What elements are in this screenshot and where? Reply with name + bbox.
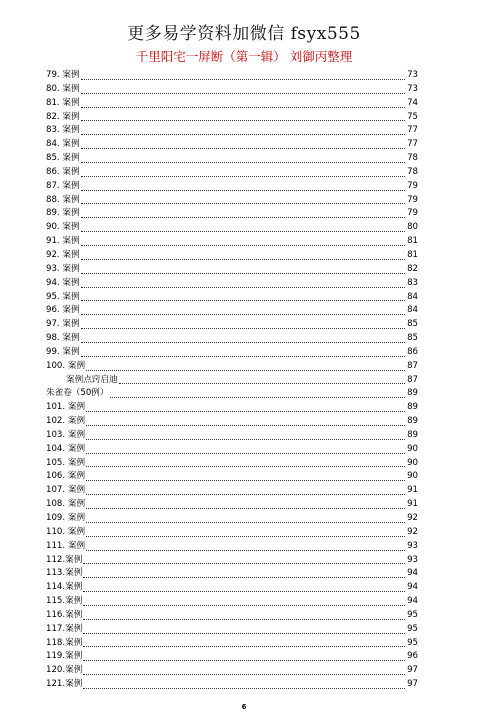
toc-dot-leader — [81, 342, 405, 343]
toc-entry-page: 92 — [407, 513, 418, 523]
toc-entry-label: 104. 案例 — [46, 443, 86, 454]
toc-entry-page: 83 — [407, 277, 418, 288]
toc-entry[interactable] — [46, 291, 418, 305]
toc-entry[interactable] — [46, 415, 418, 429]
toc-entry-page: 90 — [407, 443, 418, 454]
toc-entry[interactable] — [46, 360, 418, 374]
toc-dot-leader — [81, 300, 405, 301]
toc-entry-page: 86 — [407, 346, 418, 357]
toc-dot-leader — [86, 425, 405, 426]
toc-entry[interactable] — [46, 512, 418, 526]
toc-entry-label: 100. 案例 — [46, 360, 86, 371]
toc-entry-page: 77 — [407, 125, 418, 136]
toc-entry-page: 81 — [407, 236, 418, 247]
toc-entry-page: 73 — [407, 83, 418, 94]
toc-entry[interactable] — [46, 111, 418, 125]
toc-entry-label: 120.案例 — [46, 665, 83, 676]
toc-entry[interactable] — [46, 304, 418, 318]
toc-entry-page: 97 — [407, 679, 418, 690]
toc-entry-page: 95 — [407, 637, 418, 648]
toc-entry-label: 106. 案例 — [46, 471, 86, 482]
toc-entry-label: 86. 案例 — [46, 166, 80, 177]
page-number: 6 — [241, 703, 247, 711]
toc-entry-label: 82. 案例 — [46, 111, 80, 122]
toc-entry-page: 96 — [407, 651, 418, 662]
toc-entry-label: 81. 案例 — [46, 97, 80, 108]
toc-entry[interactable] — [46, 664, 418, 678]
toc-entry-label: 98. 案例 — [46, 333, 80, 344]
toc-entry[interactable] — [46, 235, 418, 249]
toc-entry[interactable] — [46, 263, 418, 277]
toc-entry-label: 90. 案例 — [46, 222, 80, 233]
toc-entry-page: 89 — [407, 388, 418, 399]
toc-dot-leader — [86, 453, 405, 454]
toc-dot-leader — [83, 619, 405, 620]
toc-dot-leader — [86, 411, 405, 412]
toc-entry-page: 93 — [407, 554, 418, 565]
toc-dot-leader — [81, 162, 405, 163]
toc-entry-page: 93 — [407, 540, 418, 551]
toc-entry-page: 95 — [407, 623, 418, 634]
toc-entry[interactable] — [46, 83, 418, 97]
toc-dot-leader — [81, 134, 405, 135]
toc-entry[interactable] — [46, 124, 418, 138]
toc-dot-leader — [119, 383, 405, 384]
toc-entry-page: 94 — [407, 568, 418, 579]
toc-entry-page: 89 — [407, 429, 418, 440]
toc-dot-leader — [86, 480, 405, 481]
toc-entry-label: 87. 案例 — [46, 180, 80, 191]
toc-dot-leader — [81, 120, 405, 121]
toc-entry-page: 77 — [407, 139, 418, 150]
toc-entry[interactable] — [46, 207, 418, 221]
toc-entry-page: 90 — [407, 457, 418, 468]
toc-entry[interactable] — [46, 595, 418, 609]
toc-entry[interactable] — [46, 332, 418, 346]
toc-dot-leader — [83, 563, 405, 564]
toc-entry-label: 111. 案例 — [46, 540, 86, 551]
toc-entry[interactable] — [46, 152, 418, 166]
toc-entry[interactable] — [46, 69, 418, 83]
toc-dot-leader — [86, 536, 405, 537]
toc-entry-label: 92. 案例 — [46, 249, 80, 260]
toc-entry[interactable] — [46, 97, 418, 111]
toc-entry[interactable] — [46, 540, 418, 554]
toc-entry[interactable] — [46, 623, 418, 637]
toc-dot-leader — [81, 273, 405, 274]
toc-dot-leader — [81, 176, 405, 177]
toc-entry-label: 朱雀卷（50例） — [46, 388, 109, 399]
toc-entry-label: 80. 案例 — [46, 83, 80, 94]
toc-entry-page: 87 — [407, 374, 418, 385]
toc-entry-page: 91 — [407, 499, 418, 510]
toc-entry-page: 82 — [407, 263, 418, 274]
toc-dot-leader — [81, 231, 405, 232]
toc-entry-label: 117.案例 — [46, 623, 83, 634]
toc-entry[interactable] — [46, 484, 418, 498]
toc-dot-leader — [81, 79, 405, 80]
toc-dot-leader — [86, 550, 405, 551]
toc-entry-label: 103. 案例 — [46, 429, 86, 440]
toc-entry-page: 90 — [407, 471, 418, 482]
table-of-contents — [46, 69, 418, 692]
toc-entry-page: 92 — [407, 526, 418, 537]
toc-entry-label: 105. 案例 — [46, 457, 86, 468]
toc-dot-leader — [86, 439, 405, 440]
book-subtitle: 千里阳宅一屏断（第一辑） 刘御丙整理 — [135, 49, 353, 64]
toc-entry-page: 80 — [407, 222, 418, 233]
toc-dot-leader — [86, 508, 405, 509]
toc-entry-label: 112.案例 — [46, 554, 83, 565]
toc-entry[interactable] — [46, 609, 418, 623]
toc-entry[interactable] — [46, 318, 418, 332]
toc-entry-label: 85. 案例 — [46, 153, 80, 164]
toc-entry[interactable] — [46, 166, 418, 180]
toc-entry[interactable] — [46, 554, 418, 568]
toc-entry[interactable] — [46, 498, 418, 512]
toc-entry-label: 108. 案例 — [46, 499, 86, 510]
toc-entry[interactable] — [46, 637, 418, 651]
toc-entry[interactable] — [46, 138, 418, 152]
toc-entry[interactable] — [46, 443, 418, 457]
toc-entry-label: 118.案例 — [46, 637, 83, 648]
toc-dot-leader — [110, 397, 406, 398]
toc-dot-leader — [81, 203, 405, 204]
toc-dot-leader — [86, 494, 405, 495]
toc-entry-label: 96. 案例 — [46, 305, 80, 316]
toc-entry-label: 121.案例 — [46, 679, 83, 690]
toc-dot-leader — [83, 605, 405, 606]
toc-entry[interactable] — [46, 650, 418, 664]
toc-dot-leader — [83, 633, 405, 634]
toc-entry[interactable] — [46, 470, 418, 484]
toc-entry[interactable] — [46, 249, 418, 263]
toc-dot-leader — [81, 107, 405, 108]
toc-entry[interactable] — [46, 387, 418, 401]
toc-entry-label: 83. 案例 — [46, 125, 80, 136]
toc-entry-page: 75 — [407, 111, 418, 122]
toc-entry[interactable] — [46, 194, 418, 208]
toc-entry-page: 81 — [407, 249, 418, 260]
toc-entry-label: 95. 案例 — [46, 291, 80, 302]
toc-dot-leader — [83, 688, 405, 689]
toc-entry-page: 91 — [407, 485, 418, 496]
toc-dot-leader — [83, 660, 405, 661]
watermark-title: 更多易学资料加微信 fsyx555 — [127, 24, 361, 44]
toc-entry[interactable] — [46, 180, 418, 194]
toc-entry-page: 85 — [407, 319, 418, 330]
toc-dot-leader — [81, 148, 405, 149]
toc-entry-page: 79 — [407, 180, 418, 191]
toc-entry-page: 89 — [407, 416, 418, 427]
toc-entry-label: 案例点窍启迪 — [66, 374, 118, 385]
toc-entry-page: 84 — [407, 291, 418, 302]
toc-entry-page: 79 — [407, 194, 418, 205]
toc-entry-label: 97. 案例 — [46, 319, 80, 330]
toc-entry-label: 84. 案例 — [46, 139, 80, 150]
toc-entry[interactable] — [46, 429, 418, 443]
toc-dot-leader — [83, 577, 405, 578]
toc-entry-label: 119.案例 — [46, 651, 83, 662]
toc-dot-leader — [81, 356, 405, 357]
toc-entry-page: 73 — [407, 70, 418, 80]
toc-entry[interactable] — [46, 581, 418, 595]
toc-entry-page: 84 — [407, 305, 418, 316]
toc-dot-leader — [81, 245, 405, 246]
toc-entry-label: 102. 案例 — [46, 416, 86, 427]
toc-dot-leader — [83, 591, 405, 592]
toc-entry-label: 113.案例 — [46, 568, 83, 579]
toc-entry[interactable] — [46, 277, 418, 291]
toc-entry-label: 107. 案例 — [46, 485, 86, 496]
toc-dot-leader — [83, 646, 405, 647]
toc-dot-leader — [81, 328, 405, 329]
toc-entry-label: 93. 案例 — [46, 263, 80, 274]
toc-entry-label: 115.案例 — [46, 596, 83, 607]
toc-dot-leader — [86, 466, 405, 467]
toc-entry-page: 79 — [407, 208, 418, 219]
toc-entry[interactable] — [46, 567, 418, 581]
toc-entry-page: 97 — [407, 665, 418, 676]
toc-entry-label: 109. 案例 — [46, 513, 86, 523]
toc-dot-leader — [81, 259, 405, 260]
toc-dot-leader — [81, 287, 405, 288]
toc-entry[interactable] — [46, 401, 418, 415]
toc-dot-leader — [81, 314, 405, 315]
toc-dot-leader — [81, 217, 405, 218]
toc-entry-page: 87 — [407, 360, 418, 371]
toc-dot-leader — [86, 370, 405, 371]
toc-entry[interactable] — [46, 221, 418, 235]
toc-dot-leader — [86, 522, 405, 523]
toc-entry-label: 91. 案例 — [46, 236, 80, 247]
toc-dot-leader — [81, 190, 405, 191]
toc-entry-page: 74 — [407, 97, 418, 108]
toc-entry[interactable] — [46, 526, 418, 540]
toc-entry[interactable] — [46, 678, 418, 692]
toc-entry-page: 89 — [407, 402, 418, 413]
toc-entry-page: 95 — [407, 609, 418, 620]
toc-entry[interactable] — [46, 374, 418, 388]
toc-dot-leader — [83, 674, 405, 675]
toc-entry-label: 116.案例 — [46, 609, 83, 620]
toc-entry-page: 78 — [407, 153, 418, 164]
toc-entry-label: 79. 案例 — [46, 70, 80, 80]
toc-entry-label: 114.案例 — [46, 582, 83, 593]
toc-entry[interactable] — [46, 457, 418, 471]
toc-entry-page: 94 — [407, 596, 418, 607]
toc-entry-label: 101. 案例 — [46, 402, 86, 413]
toc-entry-page: 85 — [407, 333, 418, 344]
toc-entry-page: 78 — [407, 166, 418, 177]
toc-entry-label: 110. 案例 — [46, 526, 86, 537]
toc-entry-label: 89. 案例 — [46, 208, 80, 219]
toc-entry-label: 99. 案例 — [46, 346, 80, 357]
toc-entry-page: 94 — [407, 582, 418, 593]
toc-entry[interactable] — [46, 346, 418, 360]
toc-entry-label: 94. 案例 — [46, 277, 80, 288]
toc-entry-label: 88. 案例 — [46, 194, 80, 205]
toc-dot-leader — [81, 93, 405, 94]
